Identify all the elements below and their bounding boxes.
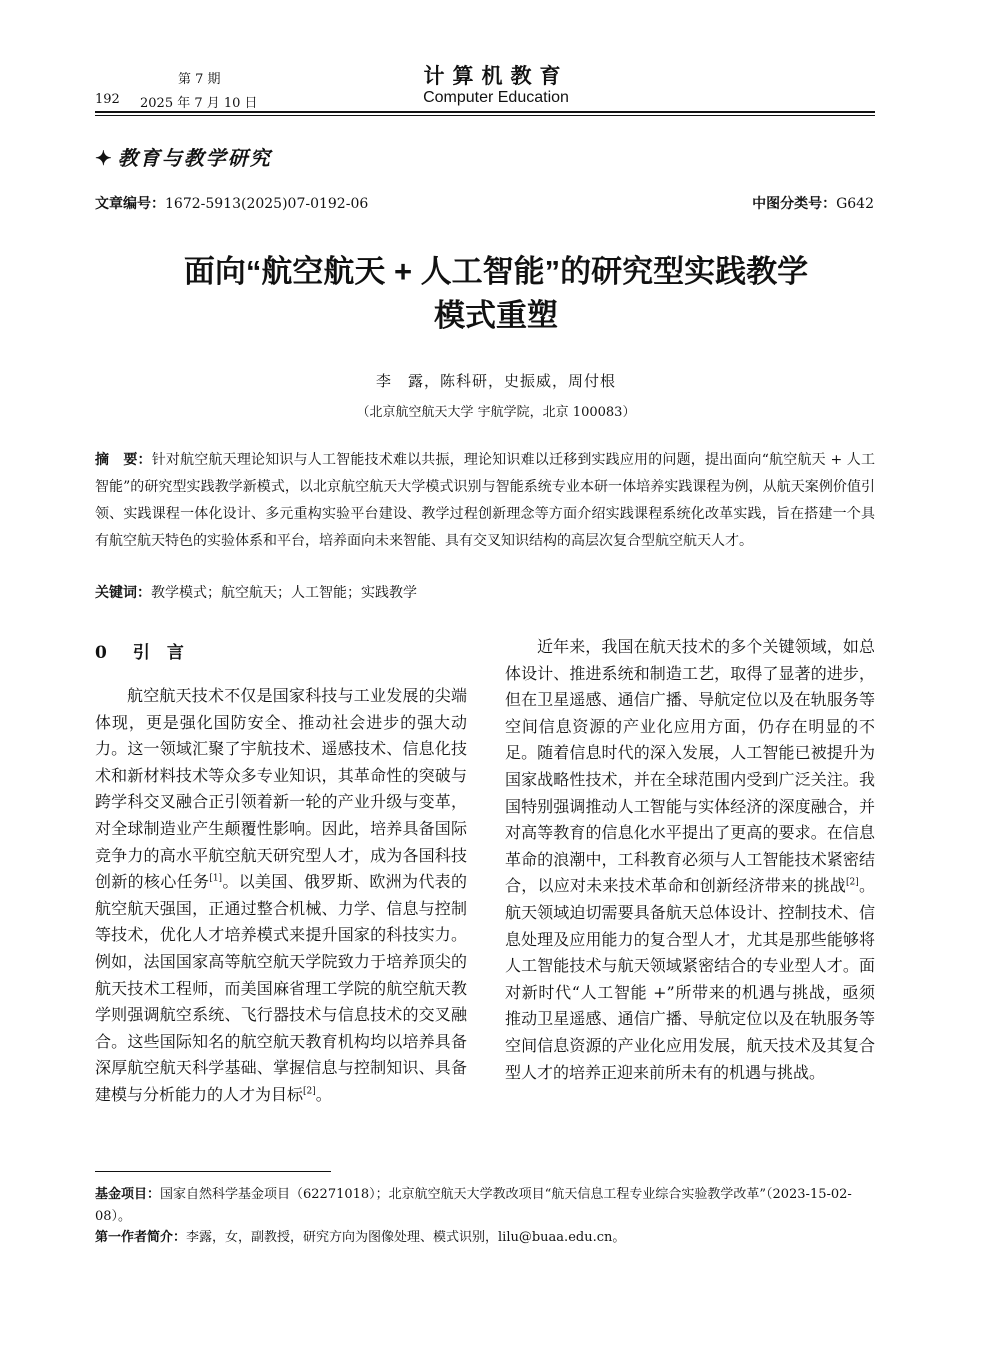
keywords <box>95 582 875 602</box>
paragraph-text: 。 <box>315 1084 332 1104</box>
abstract <box>95 446 875 555</box>
first-author-note <box>95 1226 875 1245</box>
citation-ref: [2] <box>303 1086 316 1097</box>
citation-ref: [1] <box>209 873 223 884</box>
keywords-label: 关键词： <box>95 584 151 600</box>
intro-heading-number: 0 <box>95 643 107 663</box>
body-paragraph <box>95 683 467 1109</box>
article-number <box>95 193 368 213</box>
intro-heading <box>95 638 210 663</box>
star-icon: ✦ <box>95 146 114 170</box>
classification-value: G642 <box>836 196 874 212</box>
header-rule-thick <box>95 111 875 113</box>
body-left-column <box>95 683 467 1109</box>
paragraph-text: 。以美国、俄罗斯、欧洲为代表的航空航天强国，正通过整合机械、力学、信息与控制等技术，优化人才培养模式来提升国家的科技实力。例如，法国国家高等航空航天学院致力于培养顶尖的航天技术工程师，而美国麻省理工学院的航空航天教学则强调航空系统、飞行器技术与信息技术的交叉融合。这些国际知名的航空航天教育机构均以培养具备深厚航空航天科学基础、掌握信息与控制知识、具备建模与分析能力的人才为目标 <box>95 872 467 1104</box>
first-author-text: 李露，女，副教授，研究方向为图像处理、模式识别，lilu@buaa.edu.cn。 <box>186 1230 626 1245</box>
paper-title <box>80 250 912 338</box>
classification-number <box>752 193 874 213</box>
author-list: 李 露，陈科研，史振威，周付根 <box>375 372 616 390</box>
journal-title-cn: 计算机教育 <box>423 63 569 88</box>
paper-title-line-1: 面向“航空航天 + 人工智能”的研究型实践教学 <box>183 254 809 289</box>
keywords-text: 教学模式；航空航天；人工智能；实践教学 <box>151 585 417 601</box>
abstract-label: 摘 要： <box>95 451 152 467</box>
abstract-text: 针对航空航天理论知识与人工智能技术难以共振，理论知识难以迁移到实践应用的问题，提出面向“航空航天 + 人工智能”的研究型实践教学新模式，以北京航空航天大学模式识别与智能系统专业本研一体培养实践课程为例，从航天案例价值引领、实践课程一体化设计、多元重构实验平台建设、教学过程创新理念等方面介绍实践课程系统化改革实践，旨在搭建一个具有航空航天特色的实验体系和平台，培养面向未来智能、具有交叉知识结构的高层次复合型航空航天人才。 <box>95 452 875 549</box>
footnote-rule <box>95 1171 331 1172</box>
affiliation: （北京航空航天大学 宇航学院，北京 100083） <box>356 405 636 420</box>
journal-title-en: Computer Education <box>423 89 569 106</box>
body-paragraph <box>505 634 875 1086</box>
body-right-column <box>505 634 875 1086</box>
paper-title-line-2: 模式重塑 <box>434 298 558 333</box>
first-author-label: 第一作者简介： <box>95 1229 187 1244</box>
section-label-text: 教育与教学研究 <box>117 146 272 170</box>
article-number-label: 文章编号： <box>95 195 165 211</box>
citation-ref: [2] <box>845 878 859 889</box>
funding-label: 基金项目： <box>95 1186 161 1201</box>
classification-label: 中图分类号： <box>752 195 837 211</box>
publication-date: 2025 年 7 月 10 日 <box>140 96 258 111</box>
article-number-value: 1672-5913(2025)07-0192-06 <box>165 196 369 212</box>
issue-number: 第 7 期 <box>178 72 221 87</box>
page-number: 192 <box>95 92 120 107</box>
funding-note <box>95 1183 875 1228</box>
header-rule-thin <box>95 115 875 116</box>
paragraph-text: 航空航天技术不仅是国家科技与工业发展的尖端体现，更是强化国防安全、推动社会进步的强大动力。这一领域汇聚了宇航技术、遥感技术、信息化技术和新材料技术等众多专业知识，其革命性的突破与跨学科交叉融合正引领着新一轮的产业升级与变革，对全球制造业产生颠覆性影响。因此，培养具备国际竞争力的高水平航空航天研究型人才，成为各国科技创新的核心任务 <box>95 686 467 892</box>
funding-text: 国家自然科学基金项目（62271018）；北京航空航天大学教改项目“航天信息工程专业综合实验教学改革”（2023-15-02-08）。 <box>95 1187 852 1224</box>
intro-heading-text: 引 言 <box>132 643 184 663</box>
paragraph-text: 。航天领域迫切需要具备航天总体设计、控制技术、信息处理及应用能力的复合型人才，尤其是那些能够将人工智能技术与航天领域紧密结合的专业型人才。面对新时代“人工智能 +”所带来的机遇与挑战，亟须推动卫星遥感、通信广播、导航定位以及在轨服务等空间信息资源的产业化应用发展，航天技术及其复合型人才的培养正迎来前所未有的机遇与挑战。 <box>505 876 875 1082</box>
section-label <box>95 142 272 171</box>
paragraph-text: 近年来，我国在航天技术的多个关键领域，如总体设计、推进系统和制造工艺，取得了显著的进步，但在卫星遥感、通信广播、导航定位以及在轨服务等空间信息资源的产业化应用方面，仍存在明显的不足。随着信息时代的深入发展，人工智能已被提升为国家战略性技术，并在全球范围内受到广泛关注。我国特别强调推动人工智能与实体经济的深度融合，并对高等教育的信息化水平提出了更高的要求。在信息革命的浪潮中，工科教育必须与人工智能技术紧密结合，以应对未来技术革命和创新经济带来的挑战 <box>505 637 875 896</box>
